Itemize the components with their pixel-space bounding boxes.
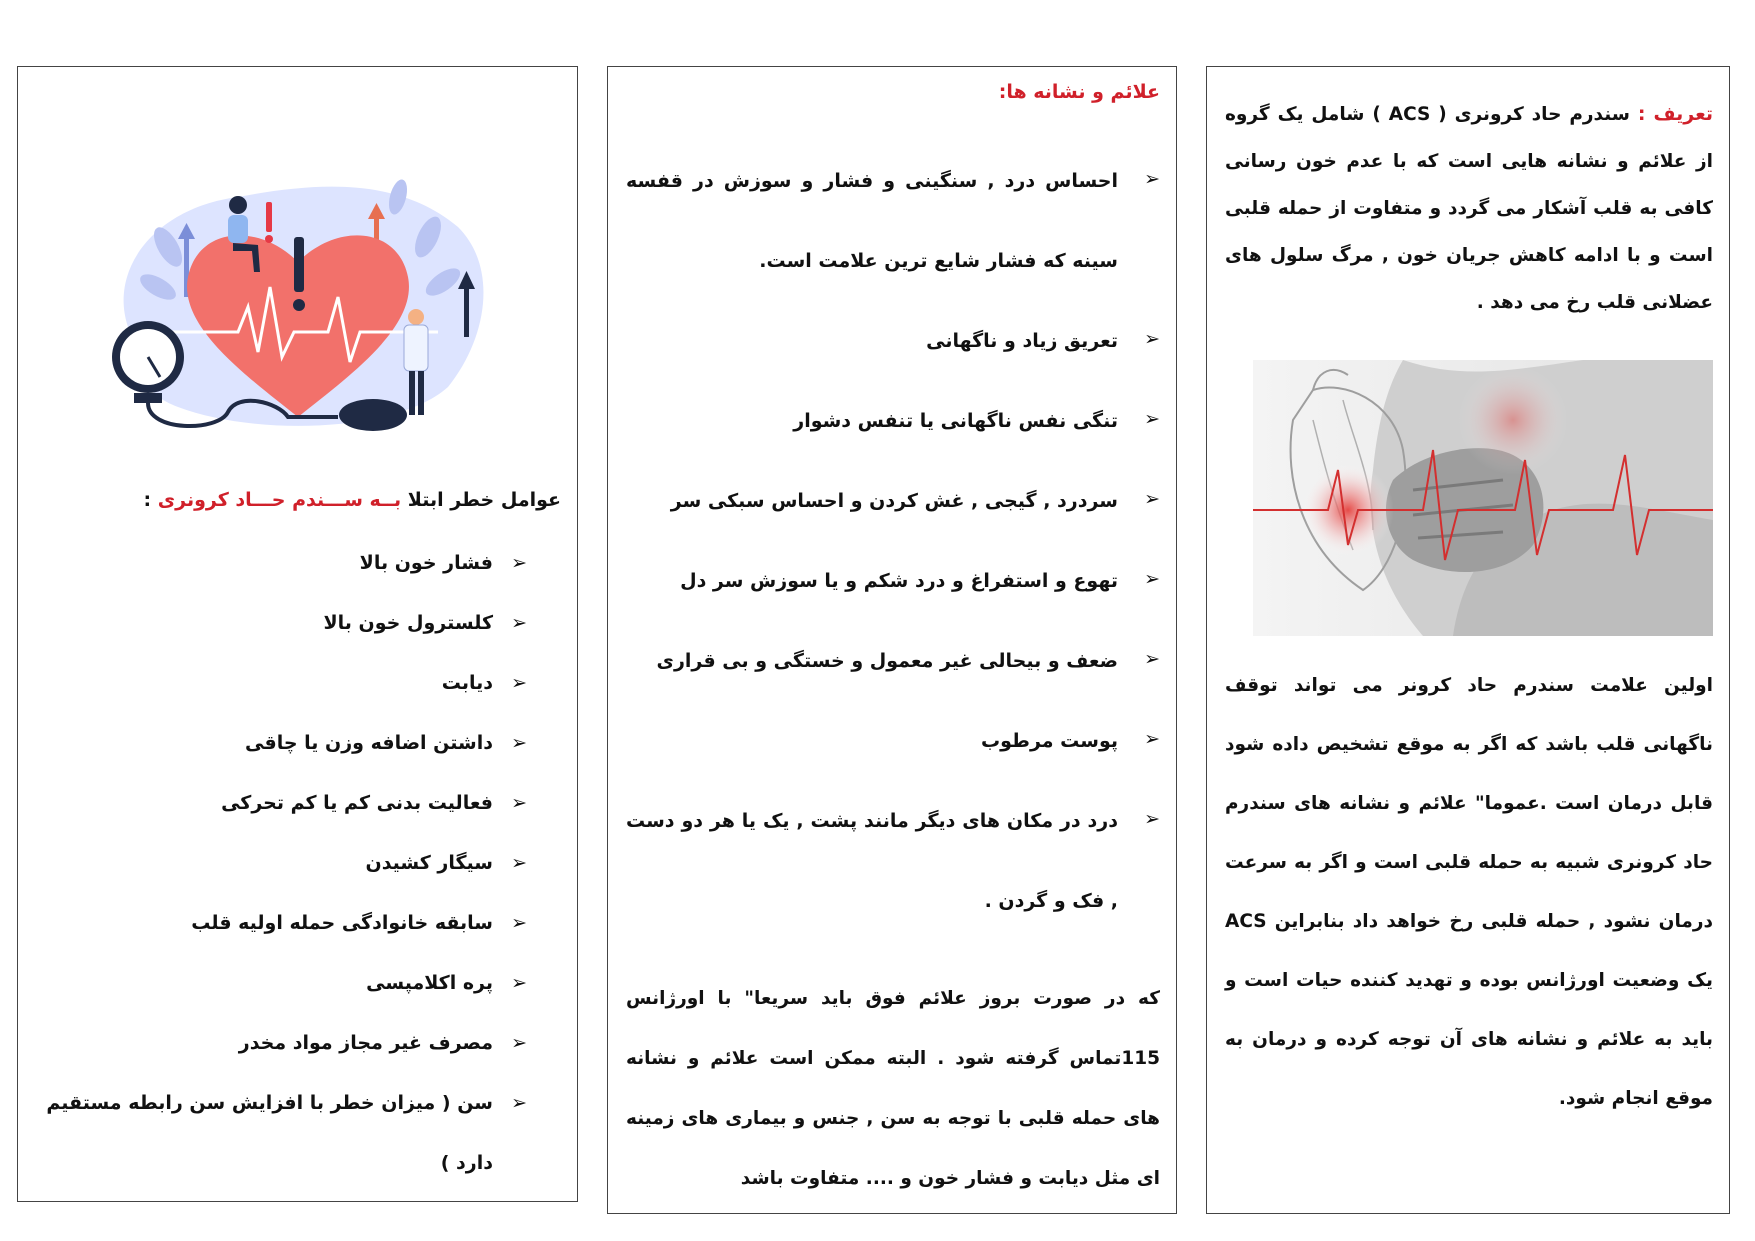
list-item: ➢ فعالیت بدنی کم یا کم تحرکی (32, 773, 527, 833)
list-item: ➢ مصرف غیر مجاز مواد مخدر (32, 1013, 527, 1073)
list-item: ➢ سابقه خانوادگی حمله اولیه قلب (32, 893, 527, 953)
arrow-bullet-icon: ➢ (511, 552, 527, 574)
list-item: ➢ تهوع و استفراغ و درد شکم و یا سوزش سر دل (680, 568, 1160, 592)
list-item: ➢ دیابت (32, 653, 527, 713)
arrow-bullet-icon: ➢ (511, 1092, 527, 1114)
arrow-bullet-icon: ➢ (511, 1032, 527, 1054)
list-item: ➢ سن ( میزان خطر با افزایش سن رابطه مستقیم دارد ) (32, 1073, 527, 1193)
risk-title-red: بــه ســـندم حـــاد کرونری (157, 489, 402, 511)
list-item: ➢ داشتن اضافه وزن یا چاقی (32, 713, 527, 773)
definition-label: تعریف : (1637, 103, 1713, 125)
arrow-bullet-icon: ➢ (511, 792, 527, 814)
emergency-note: که در صورت بروز علائم فوق باید سریعا" با اورژانس 115تماس گرفته شود . البته ممکن است علائم و نشانه های حمله قلبی با توجه به سن , جنس و بیماری های زمینه ای مثل دیابت و فشار خون و .... متفاوت باشد (626, 988, 1160, 1189)
risk-factors-panel (17, 66, 578, 1202)
list-item: ➢ فشار خون بالا (32, 533, 527, 593)
symptoms-title: علائم و نشانه ها: (998, 81, 1160, 103)
risk-factors-list (32, 533, 563, 1193)
arrow-bullet-icon: ➢ (511, 972, 527, 994)
list-item: ➢ احساس درد , سنگینی و فشار و سوزش در قفسه سینه که فشار شایع ترین علامت است. (626, 168, 1160, 272)
arrow-bullet-icon: ➢ (511, 672, 527, 694)
risk-title-colon: : (143, 489, 158, 511)
definition-text: سندرم حاد کرونری ( ACS ) شامل یک گروه از علائم و نشانه هایی است که با عدم خون رسانی کافی به قلب آشکار می گردد و متفاوت از حمله قلبی است و با ادامه کاهش جریان خون , مرگ سلول های عضلانی قلب رخ می دهد . (1225, 104, 1713, 313)
definition-paragraph (1225, 91, 1713, 326)
list-item: ➢ پوست مرطوب (981, 728, 1160, 752)
definition-panel (1206, 66, 1730, 1214)
symptoms-panel (607, 66, 1177, 1214)
chest-pain-ecg-image (1253, 360, 1713, 636)
heart-illustration (98, 167, 498, 437)
arrow-bullet-icon: ➢ (511, 732, 527, 754)
list-item: ➢ سیگار کشیدن (32, 833, 527, 893)
arrow-bullet-icon: ➢ (511, 612, 527, 634)
list-item: ➢ تعریق زیاد و ناگهانی (926, 328, 1160, 352)
arrow-bullet-icon: ➢ (511, 912, 527, 934)
symptoms-list (626, 141, 1160, 941)
first-sign-paragraph: اولین علامت سندرم حاد کرونر می تواند توقف ناگهانی قلب باشد که اگر به موقع تشخیص داده شود قابل درمان است .عموما" علائم و نشانه های سندرم حاد کرونری شبیه به حمله قلبی است و اگر به سرعت درمان نشود , حمله قلبی رخ خواهد داد بنابراین ACS یک وضعیت اورژانس بوده و تهدید کننده حیات است و باید به علائم و نشانه های آن توجه کرده و درمان به موقع انجام شود. (1225, 675, 1713, 1109)
arrow-bullet-icon: ➢ (511, 852, 527, 874)
list-item: ➢ پره اکلامپسی (32, 953, 527, 1013)
list-item: ➢ سردرد , گیجی , غش کردن و احساس سبکی سر (670, 488, 1160, 512)
list-item: ➢ تنگی نفس ناگهانی یا تنفس دشوار (793, 408, 1160, 432)
list-item: ➢ درد در مکان های دیگر مانند پشت , یک یا هر دو دست , فک و گردن . (626, 808, 1160, 912)
list-item: ➢ کلسترول خون بالا (32, 593, 527, 653)
list-item: ➢ ضعف و بیحالی غیر معمول و خستگی و بی قراری (656, 648, 1160, 672)
risk-factors-title (32, 489, 563, 511)
risk-title-black: عوامل خطر ابتلا (407, 489, 561, 511)
